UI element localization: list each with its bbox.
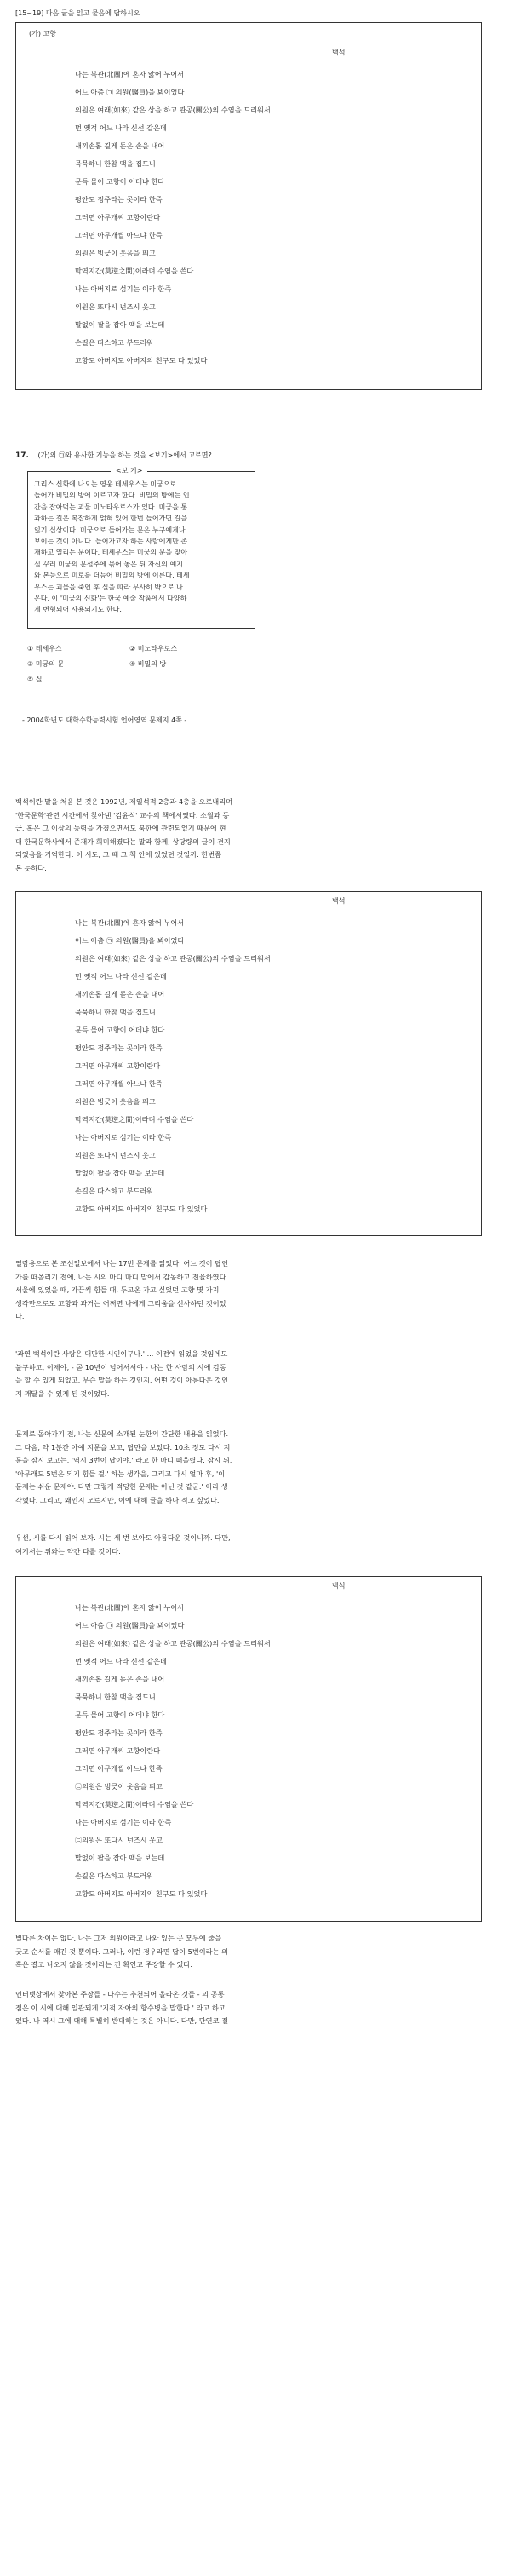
poem-line: 고향도 아버지도 아버지의 친구도 다 있었다 — [75, 356, 208, 365]
poem-line: 의원은 여래(如來) 같은 상을 하고 관공(關公)의 수염을 드리워서 — [75, 954, 271, 963]
poem-line: 어느 아츰 ㉠ 의원(醫員)을 뵈이었다 — [75, 88, 185, 96]
bogi-line: 온다. 이 '미궁의 신화'는 한국 예술 작품에서 다양하 — [34, 595, 187, 603]
poem-line: 평안도 정주라는 곳이라 한즉 — [75, 1044, 163, 1052]
text-line: 가를 떠올리기 전에, 나는 시의 마디 마디 말에서 감동하고 전율하였다. — [15, 1272, 229, 1281]
poem-line: 먼 옛적 어느 나라 신선 같은데 — [75, 972, 167, 980]
poem-line: 고향도 아버지도 아버지의 친구도 다 있었다 — [75, 1889, 208, 1898]
poem-line: 그러면 아무개씨 고향이란다 — [75, 1061, 161, 1070]
bogi-line: 게 변형되어 사용되기도 한다. — [34, 606, 122, 614]
text-line: 각했다. 그리고, 왜인지 모르지만, 이에 대해 글을 하나 적고 싶었다. — [15, 1495, 220, 1504]
poem-body-3 — [75, 1603, 271, 1907]
bogi-line: 잃기 십상이다. 미궁으로 들어가는 문은 누구에게나 — [34, 526, 186, 534]
poem-line: 나는 북관(北關)에 혼자 앓어 누어서 — [75, 70, 185, 78]
poem-line: 그러면 아무개씰 아느냐 한즉 — [75, 231, 163, 239]
poem-line: 새끼손톱 길게 돋은 손을 내어 — [75, 1675, 165, 1683]
poem-body-1 — [75, 70, 271, 374]
text-line: 생각만으로도 고향과 과거는 어쩌면 나에게 그리움을 선사하던 것이었 — [15, 1298, 226, 1308]
poem-line: 막역지간(莫逆之間)이라며 수염을 쓴다 — [75, 1800, 194, 1808]
paragraph-6 — [15, 1932, 228, 1972]
poem-line: 손길은 따스하고 부드러워 — [75, 338, 154, 347]
poem-line: 그러면 아무개씰 아느냐 한즉 — [75, 1079, 163, 1088]
text-line: 여기서는 위와는 약간 다를 것이다. — [15, 1546, 121, 1555]
poem-author-2: 백석 — [332, 897, 346, 905]
poem-line: 말없이 팔을 잡아 맥을 보는데 — [75, 1854, 165, 1862]
text-line: '한국문학'관련 시간에서 찾아낸 '김윤식' 교수의 책에서였다. 소월과 동 — [15, 810, 230, 819]
poem-line: 그러면 아무개씰 아느냐 한즉 — [75, 1764, 163, 1773]
bogi-line: 와 본능으로 미로를 더듬어 비밀의 방에 이른다. 테세 — [34, 572, 190, 580]
poem-line: 나는 북관(北關)에 혼자 앓어 누어서 — [75, 1603, 185, 1612]
bogi-label: <보 기> — [111, 466, 147, 475]
bogi-line: 재하고 열리는 문이다. 테세우스는 미궁의 문을 찾아 — [34, 549, 188, 557]
poem-line: 나는 아버지로 섬기는 이라 한즉 — [75, 1133, 172, 1141]
poem-line: ㉢의원은 또다시 넌즈시 웃고 — [75, 1836, 163, 1844]
bogi-line: 보이는 것이 아니다. 들어가고자 하는 사람에게만 존 — [34, 538, 188, 546]
poem-body-2 — [75, 918, 271, 1222]
text-line: 문제로 돌아가기 전, 나는 신문에 소개된 눈한의 간단한 내용을 읽었다. — [15, 1429, 229, 1438]
poem-line: 그러면 아무개씨 고향이란다 — [75, 1746, 161, 1755]
text-line: 문을 잠시 보고는, '역시 3번이 답이야.' 라고 한 마디 떠올렸다. 잠시 뒤, — [15, 1456, 232, 1464]
option-2[interactable]: ② 미노타우로스 — [129, 645, 178, 653]
poem-line: 고향도 아버지도 아버지의 친구도 다 있었다 — [75, 1205, 208, 1213]
poem-line: 나는 북관(北關)에 혼자 앓어 누어서 — [75, 918, 185, 927]
paragraph-2 — [15, 1257, 228, 1324]
poem-line: 평안도 정주라는 곳이라 한즉 — [75, 195, 163, 204]
text-line: 점은 이 시에 대해 일관되게 '지적 자아의 향수병을 말한다.' 라고 하고 — [15, 2003, 226, 2012]
poem-line: 먼 옛적 어느 나라 신선 같은데 — [75, 124, 167, 132]
text-line: 우선, 시를 다시 읽어 보자. 시는 세 번 보아도 아름다운 것이니까. 다만, — [15, 1533, 231, 1542]
poem-line: 새끼손톱 길게 돋은 손을 내어 — [75, 141, 165, 150]
paragraph-3 — [15, 1348, 228, 1400]
text-line: 되었음을 기억한다. 이 시도, 그 때 그 책 안에 있었던 것일까. 한번쯤 — [15, 850, 222, 859]
text-line: 서울에 있었을 때, 가끔씩 힘들 때, 두고온 가고 싶었던 고향 몇 가지 — [15, 1285, 220, 1294]
poem-line: 의원은 여래(如來) 같은 상을 하고 관공(關公)의 수염을 드리워서 — [75, 106, 271, 114]
paragraph-4 — [15, 1428, 232, 1507]
text-line: 급, 혹은 그 이상의 능력을 가졌으면서도 북한에 관련되었기 때문에 현 — [15, 824, 226, 832]
poem-line: 막역지간(莫逆之間)이라며 수염을 쓴다 — [75, 267, 194, 275]
poem-line: 말없이 팔을 잡아 맥을 보는데 — [75, 320, 165, 329]
text-line: 열람용으로 본 조선일보에서 나는 17번 문제를 읽었다. 어느 것이 답인 — [15, 1259, 228, 1268]
bogi-line: 실 꾸러 미궁의 문설주에 묶어 놓은 뒤 자신의 예지 — [34, 560, 183, 568]
source-note: - 2004학년도 대학수학능력시험 언어영역 문제지 4쪽 - — [22, 716, 187, 724]
poem-line: 어느 아츰 ㉠ 의원(醫員)을 뵈이었다 — [75, 936, 185, 945]
poem-line: ㉡의원은 빙긋이 웃음을 띄고 — [75, 1782, 163, 1791]
paragraph-7 — [15, 1988, 228, 2028]
poem-line: 의원은 여래(如來) 같은 상을 하고 관공(關公)의 수염을 드리워서 — [75, 1639, 271, 1647]
option-5[interactable]: ⑤ 실 — [27, 676, 43, 683]
poem-line: 문득 물어 고향이 어데냐 한다 — [75, 177, 165, 186]
poem-line: 그러면 아무개씨 고향이란다 — [75, 213, 161, 221]
question-text: (가)의 ㉠와 유사한 기능을 하는 것을 <보기>에서 고르면? — [37, 451, 212, 459]
poem-line: 묵묵하니 한참 맥을 집드니 — [75, 1693, 156, 1701]
poem-line: 먼 옛적 어느 나라 신선 같은데 — [75, 1657, 167, 1665]
text-line: '과연 백석이란 사람은 대단한 시인이구나.' ... 이전에 읽었을 것임에도 — [15, 1349, 228, 1358]
bogi-line: 과하는 길은 복잡하게 얽혀 있어 한번 들어가면 길을 — [34, 515, 188, 523]
poem-line: 의원은 빙긋이 웃음을 띄고 — [75, 1097, 156, 1106]
poem-line: 문득 물어 고향이 어데냐 한다 — [75, 1711, 165, 1719]
bogi-line: 그리스 신화에 나오는 영웅 테세우스는 미궁으로 — [34, 480, 177, 488]
poem-line: 평안도 정주라는 곳이라 한즉 — [75, 1728, 163, 1737]
text-line: 본 듯하다. — [15, 863, 47, 872]
text-line: 을 할 수 있게 되었고, 무슨 말을 하는 것인지, 어떤 것이 아름다운 것인 — [15, 1376, 228, 1384]
poem-line: 나는 아버지로 섬기는 이라 한즉 — [75, 1818, 172, 1826]
poem-author: 백석 — [332, 49, 346, 56]
text-line: 별다른 차이는 없다. 나는 그저 의원이라고 나와 있는 곳 모두에 줄을 — [15, 1934, 222, 1942]
bogi-line: 간을 잡아먹는 괴물 미노타우로스가 있다. 미궁을 통 — [34, 503, 188, 511]
poem-line: 의원은 빙긋이 웃음을 띄고 — [75, 249, 156, 257]
bogi-line: 우스는 괴물을 죽인 후 실을 따라 무사히 밖으로 나 — [34, 583, 183, 591]
poem-line: 묵묵하니 한참 맥을 집드니 — [75, 1008, 156, 1016]
poem-line: 의원은 또다시 넌즈시 웃고 — [75, 1151, 156, 1159]
poem-line: 새끼손톱 길게 돋은 손을 내어 — [75, 990, 165, 998]
text-line: 인터넷상에서 찾아본 주장들 - 다수는 추천되어 올라온 것들 - 의 공통 — [15, 1990, 225, 1998]
bogi-line: 들어가 비밀의 방에 이르고자 한다. 비밀의 방에는 인 — [34, 492, 190, 500]
option-3[interactable]: ③ 미궁의 문 — [27, 660, 65, 668]
poem-line: 막역지간(莫逆之間)이라며 수염을 쓴다 — [75, 1115, 194, 1124]
text-line: 있다. 나 역시 그에 대해 특별히 반대하는 것은 아니다. 다만, 단연코 절 — [15, 2016, 228, 2025]
text-line: 혹은 결코 나오지 않을 것이라는 건 확연코 주장할 수 있다. — [15, 1960, 192, 1969]
text-line: 백석이란 말을 처음 본 것은 1992년, 제일석적 2층과 4층을 오르내리며 — [15, 797, 233, 806]
poem-line: 나는 아버지로 섬기는 이라 한즉 — [75, 285, 172, 293]
text-line: 불구하고, 이제야, - 곧 10년이 넘어서서야 - 나는 한 사람의 시에 감동 — [15, 1362, 226, 1371]
paragraph-5 — [15, 1532, 231, 1558]
poem-line: 묵묵하니 한참 맥을 집드니 — [75, 159, 156, 168]
bogi-text — [34, 479, 190, 616]
poem-line: 말없이 팔을 잡아 맥을 보는데 — [75, 1169, 165, 1177]
text-line: 다. — [15, 1312, 25, 1320]
question-17 — [15, 451, 212, 461]
text-line: 지 깨달을 수 있게 된 것이었다. — [15, 1389, 110, 1398]
poem-author-3: 백석 — [332, 1582, 346, 1590]
text-line: 긋고 순서를 매긴 것 뿐이다. 그러나, 이런 경우라면 답이 5번이라는 의 — [15, 1946, 228, 1956]
poem-line: 문득 물어 고향이 어데냐 한다 — [75, 1026, 165, 1034]
poem-line: 손길은 따스하고 부드러워 — [75, 1872, 154, 1880]
section-label: (가) 고향 — [29, 30, 56, 37]
text-line: '아무래도 5번은 되기 힘들 걸.' 하는 생각을, 그리고 다시 얼마 후, '이 — [15, 1469, 226, 1478]
question-number: 17. — [15, 451, 29, 460]
text-line: 대 한국문학사에서 존재가 희미해졌다는 말과 함께, 상당량의 글이 견지 — [15, 837, 231, 846]
poem-line: 의원은 또다시 넌즈시 웃고 — [75, 302, 156, 311]
poem-line: 손길은 따스하고 부드러워 — [75, 1187, 154, 1195]
paragraph-1 — [15, 796, 232, 875]
text-line: 그 다음, 약 1분간 아예 지문을 보고, 답만을 보았다. 10초 정도 다시 지 — [15, 1442, 231, 1452]
option-4[interactable]: ④ 비밀의 방 — [129, 660, 167, 668]
section-header: [15~19] 다음 글을 읽고 물음에 답하시오 — [15, 9, 140, 17]
text-line: 문제는 쉬운 문제야. 다만 그렇게 적당한 문제는 아닌 것 같군.' 이라 생 — [15, 1482, 228, 1491]
option-1[interactable]: ① 테세우스 — [27, 645, 62, 653]
poem-line: 어느 아츰 ㉠ 의원(醫員)을 뵈이었다 — [75, 1621, 185, 1630]
